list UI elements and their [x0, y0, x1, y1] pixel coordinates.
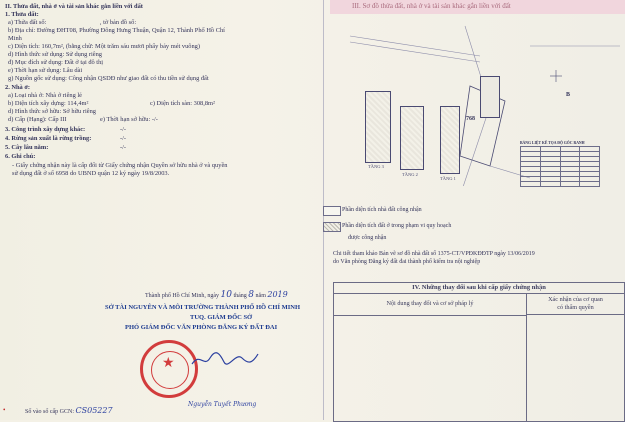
plantation-forest-value: -/-	[120, 135, 127, 142]
usage-purpose: đ) Mục đích sử dụng: Đất ở tại đô thị	[8, 59, 104, 66]
perennial-trees: 5. Cây lâu năm:	[5, 144, 49, 151]
house-grade: d) Cấp (Hạng): Cấp III	[8, 116, 67, 123]
floor-plan-2	[400, 106, 424, 170]
north-label: B	[566, 92, 571, 98]
registration-mark: •	[3, 406, 6, 414]
build-area: b) Diện tích xây dựng: 114,4m²	[8, 100, 89, 107]
notes-heading: 6. Ghi chú:	[5, 153, 36, 160]
parcel-address: b) Địa chỉ: Đường ĐHT08, Phường Đông Hưng Thuận, Quận 12, Thành Phố Hồ Chí	[8, 27, 225, 34]
official-seal: ★	[140, 340, 198, 398]
legend-recognized: Phần diện tích nhà đất công nhận	[342, 207, 422, 213]
book-number: Số vào sổ cấp GCN: CS05227	[25, 406, 113, 415]
note-line-2: sử dụng đất ở số 6958 do UBND quận 12 ký ngày 19/8/2003.	[12, 170, 170, 177]
site-plan-lot	[480, 76, 500, 118]
ownership-term: e) Thời hạn sở hữu: -/-	[100, 116, 158, 123]
signature	[190, 348, 260, 370]
other-works: 3. Công trình xây dựng khác:	[5, 126, 86, 133]
floor-label-3: TẦNG 3	[368, 164, 384, 169]
section3-header: III. Sơ đồ thửa đất, nhà ở và tài sản khác gắn liền với đất	[352, 2, 511, 10]
parcel-diagram	[330, 16, 620, 186]
changes-table	[333, 282, 625, 422]
legend-recognized-swatch	[323, 206, 341, 216]
parcel-heading: 1. Thửa đất:	[5, 11, 39, 18]
floor-label-2: TẦNG 2	[402, 172, 418, 177]
issuing-org: SỞ TÀI NGUYÊN VÀ MÔI TRƯỜNG THÀNH PHỐ HỒ CHÍ MINH	[105, 304, 301, 311]
legend-planning-swatch	[323, 222, 341, 232]
on-behalf: TUQ. GIÁM ĐỐC SỞ	[190, 314, 253, 321]
coord-table	[520, 146, 600, 187]
section2-title: II. Thửa đất, nhà ở và tài sản khác gắn liền với đất	[5, 3, 143, 10]
house-type: a) Loại nhà ở: Nhà ở riêng lẻ	[8, 92, 83, 99]
signer-name: Nguyễn Tuyết Phương	[188, 401, 257, 408]
lot-number: 768	[466, 116, 475, 122]
other-works-value: -/-	[120, 126, 127, 133]
section3-header-band	[330, 0, 625, 14]
note-line-1: - Giấy chứng nhận này là cấp đổi từ Giấy chứng nhận Quyền sở hữu nhà ở và quyền	[12, 162, 228, 169]
parcel-area: c) Diện tích: 160,7m², (bằng chữ: Một trăm sáu mươi phẩy bảy mét vuông)	[8, 43, 201, 50]
floor-plan-1	[440, 106, 460, 174]
usage-form: d) Hình thức sử dụng: Sử dụng riêng	[8, 51, 102, 58]
usage-term: e) Thời hạn sử dụng: Lâu dài	[8, 67, 83, 74]
floor-plan-3	[365, 91, 391, 163]
changes-col-confirm: Xác nhận của cơ quan có thẩm quyền	[527, 293, 624, 315]
signing-date: Thành phố Hồ Chí Minh, ngày 10 tháng 8 năm 2019	[145, 290, 288, 300]
perennial-trees-value: -/-	[120, 144, 127, 151]
parcel-number-label: a) Thửa đất số: , tờ bản đồ số:	[8, 19, 137, 26]
changes-col-divider	[526, 293, 527, 421]
legend-planning: Phần diện tích đất ở trong phạm vi quy hoạch	[342, 223, 452, 229]
ownership-form: d) Hình thức sở hữu: Sở hữu riêng	[8, 108, 96, 115]
signer-role: PHÓ GIÁM ĐỐC VĂN PHÒNG ĐĂNG KÝ ĐẤT ĐAI	[125, 324, 278, 331]
changes-title: IV. Những thay đổi sau khi cấp giấy chứng nhận	[334, 283, 624, 294]
coord-table-title: BẢNG LIỆT KÊ TỌA ĐỘ GÓC RANH	[520, 141, 585, 145]
floor-label-1: TẦNG 1	[440, 176, 456, 181]
floor-area: c) Diện tích sàn: 308,8m²	[150, 100, 215, 107]
parcel-address-cont: Minh	[8, 35, 22, 42]
plantation-forest: 4. Rừng sản xuất là rừng trồng:	[5, 135, 92, 142]
changes-col-content: Nội dung thay đổi và cơ sở pháp lý	[334, 293, 526, 316]
diagram-note-cont: do Văn phòng Đăng ký đất đai thành phố kiểm tra nội nghiệp	[333, 259, 481, 265]
diagram-note: Chi tiết tham khảo Bản vẽ sơ đồ nhà đất số 1375-CT/VPĐKĐĐTP ngày 13/06/2019	[333, 251, 535, 257]
usage-origin: g) Nguồn gốc sử dụng: Công nhận QSDĐ như giao đất có thu tiền sử dụng đất	[8, 75, 209, 82]
house-heading: 2. Nhà ở:	[5, 84, 31, 91]
legend-planning-cont: được công nhận	[348, 235, 387, 241]
